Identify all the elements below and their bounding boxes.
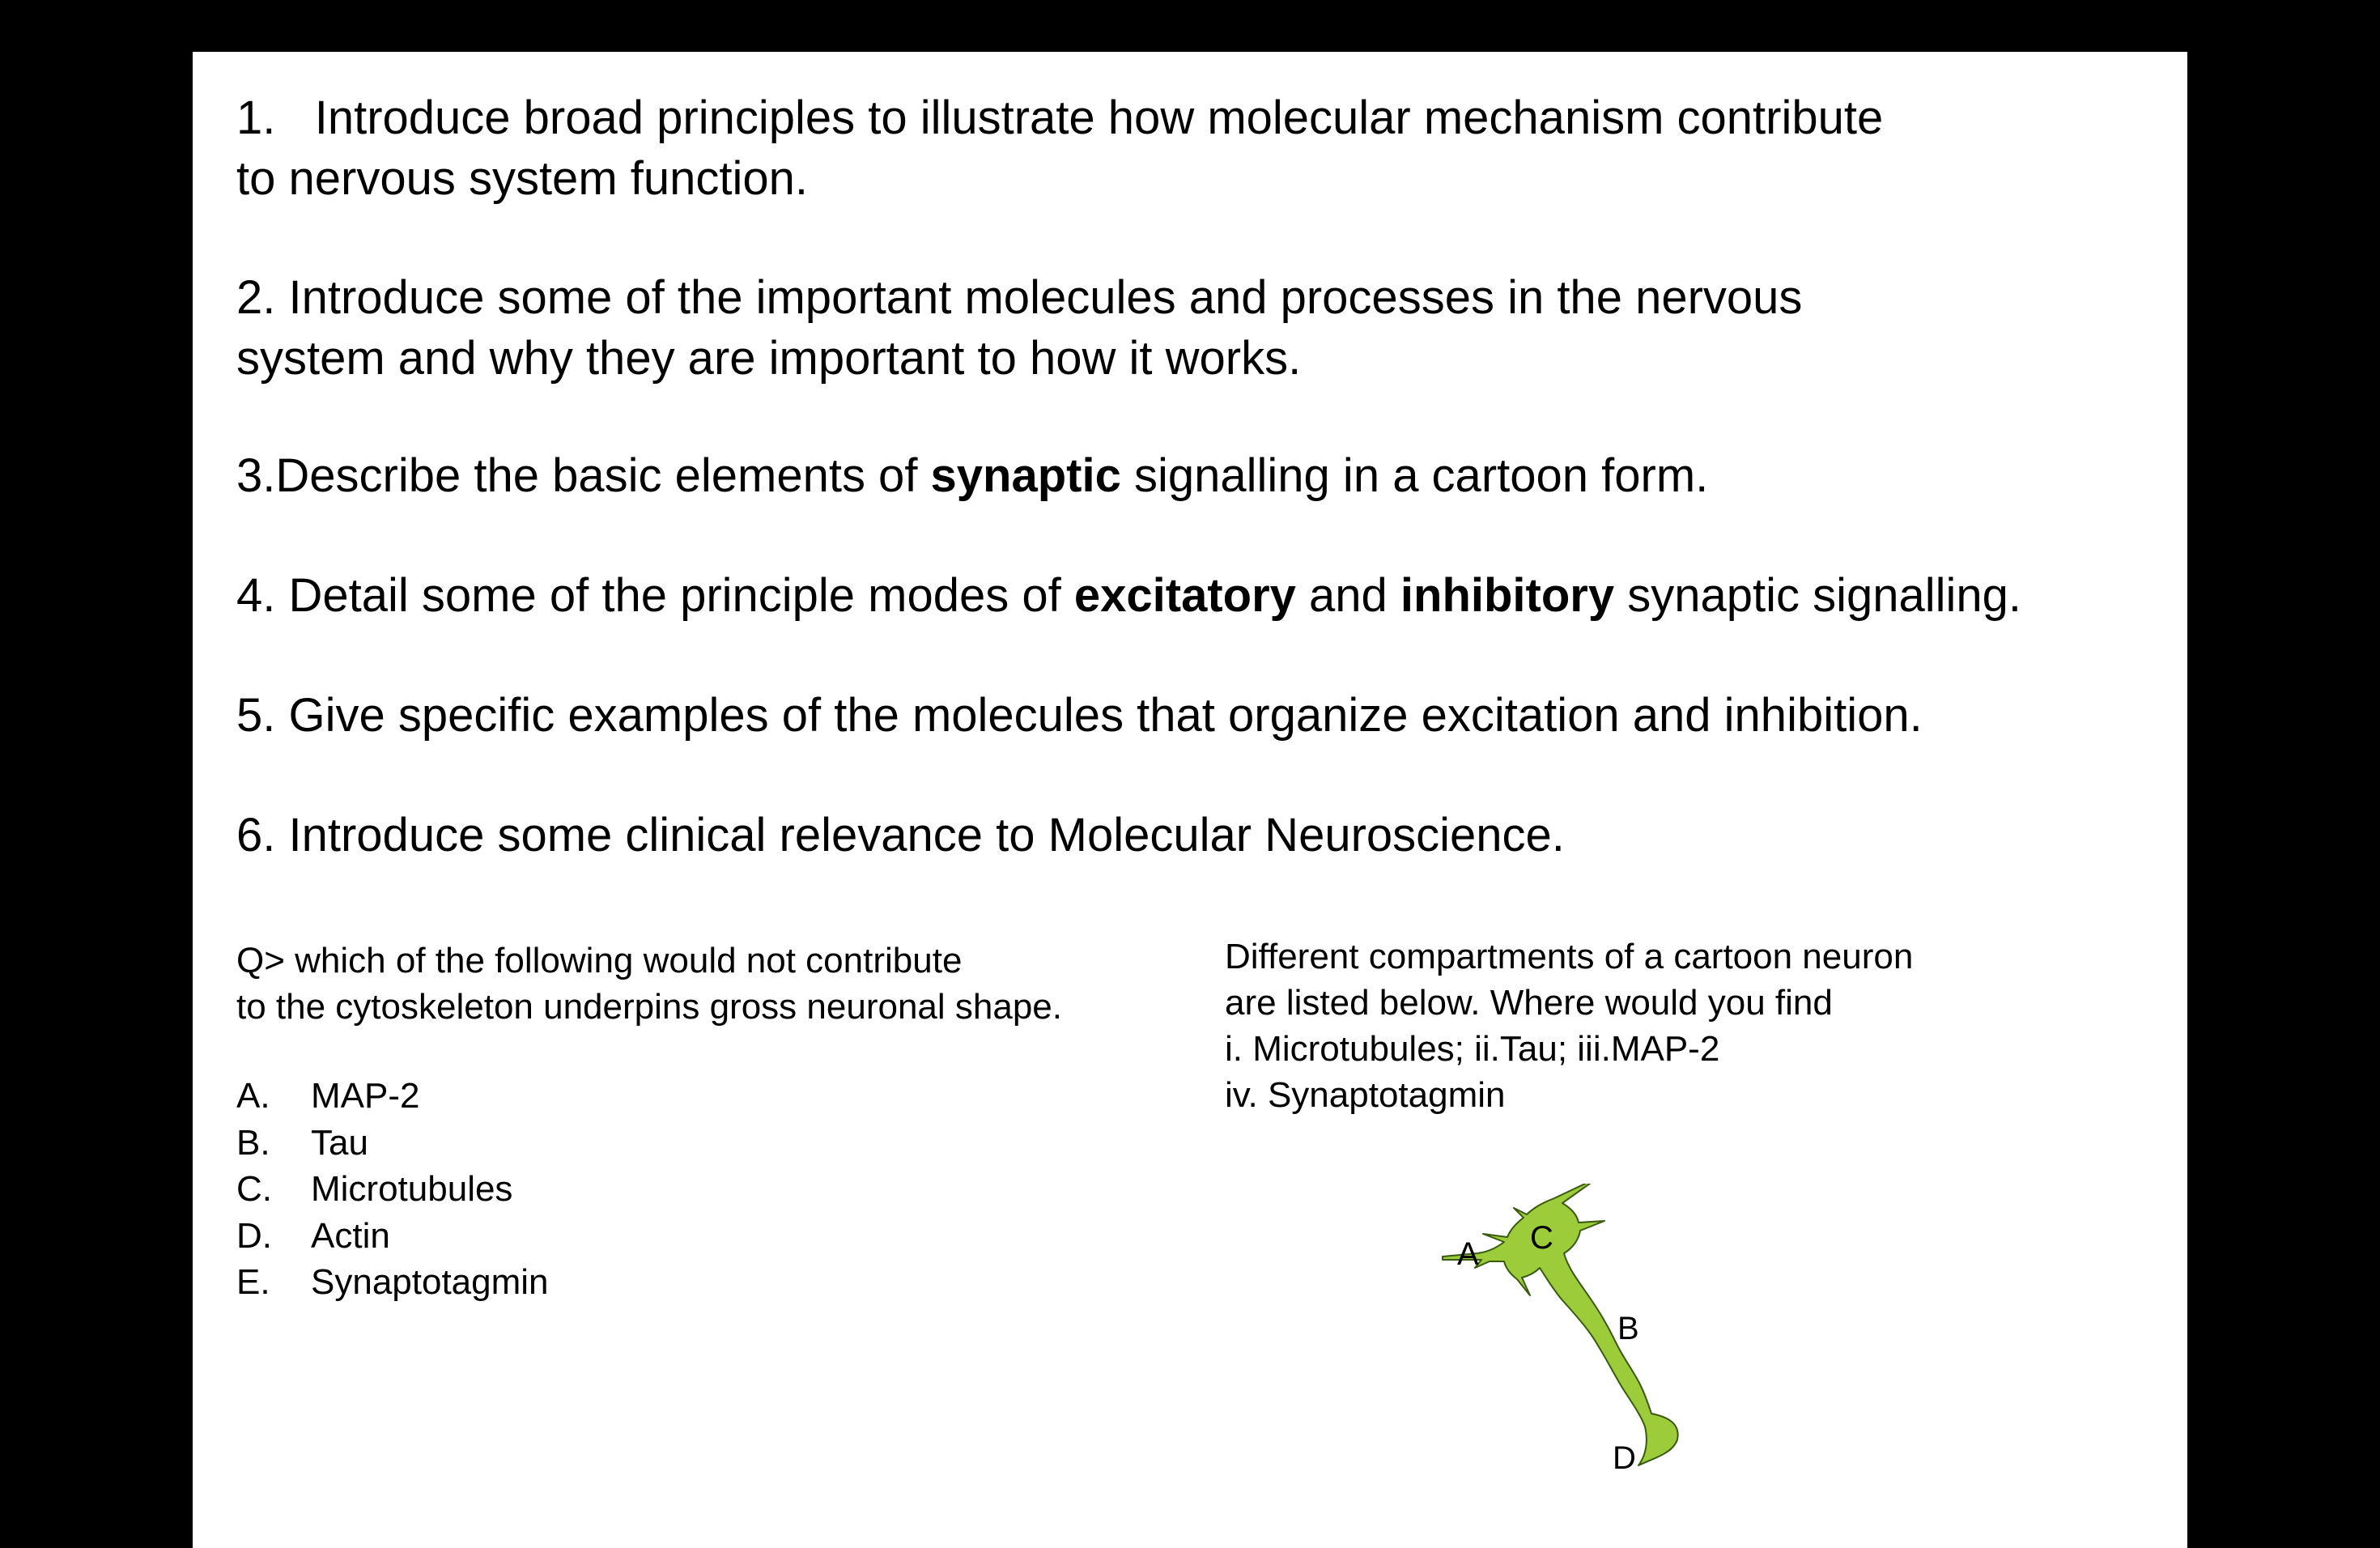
objective-text: Introduce broad principles to illustrate how molecular mechanism contribute bbox=[314, 91, 1884, 144]
answer-options bbox=[236, 1073, 549, 1306]
objective-text: Describe the basic elements of bbox=[275, 449, 931, 502]
question-line: iv. Synaptotagmin bbox=[1225, 1075, 1506, 1115]
objective-text: Introduce some clinical relevance to Molecular Neuroscience. bbox=[288, 809, 1565, 861]
objective-text: Introduce some of the important molecules and processes in the nervous bbox=[288, 271, 1803, 324]
objective-text: and bbox=[1295, 569, 1400, 622]
objective-text: to nervous system function. bbox=[236, 152, 808, 205]
option-letter: E. bbox=[236, 1262, 270, 1302]
question-line: Different compartments of a cartoon neuron bbox=[1225, 937, 1914, 976]
objective-3 bbox=[236, 445, 2163, 506]
question-line: are listed below. Where would you find bbox=[1225, 983, 1833, 1023]
question-line: Q> which of the following would not contribute bbox=[236, 941, 963, 980]
answer-option-a bbox=[236, 1073, 549, 1120]
objective-5 bbox=[236, 685, 2163, 746]
answer-option-e bbox=[236, 1259, 549, 1306]
objective-number: 3. bbox=[236, 449, 276, 502]
question-line: i. Microtubules; ii.Tau; iii.MAP-2 bbox=[1225, 1029, 1720, 1069]
question-2-prompt bbox=[1225, 933, 1913, 1118]
option-letter: D. bbox=[236, 1215, 272, 1256]
objective-text: synaptic signalling. bbox=[1614, 569, 2022, 622]
option-letter: B. bbox=[236, 1122, 270, 1163]
objective-text: Detail some of the principle modes of bbox=[288, 569, 1074, 622]
answer-option-c bbox=[236, 1166, 549, 1213]
objective-6 bbox=[236, 805, 2163, 865]
label-c: C bbox=[1530, 1220, 1553, 1256]
objective-emphasis: inhibitory bbox=[1400, 569, 1615, 622]
option-text: Microtubules bbox=[311, 1169, 513, 1209]
label-a: A bbox=[1457, 1236, 1479, 1272]
objective-text: system and why they are important to how it works. bbox=[236, 332, 1302, 385]
option-letter: C. bbox=[236, 1169, 272, 1209]
option-text: Actin bbox=[311, 1215, 390, 1256]
option-letter: A. bbox=[236, 1076, 270, 1116]
answer-option-d bbox=[236, 1213, 549, 1260]
question-line: to the cytoskeleton underpins gross neuronal shape. bbox=[236, 987, 1062, 1027]
objective-2 bbox=[236, 267, 2163, 389]
label-b: B bbox=[1617, 1311, 1639, 1346]
option-text: Tau bbox=[311, 1122, 368, 1163]
neuron-shape bbox=[1443, 1184, 1678, 1465]
objective-emphasis: excitatory bbox=[1073, 569, 1296, 622]
option-text: MAP-2 bbox=[311, 1076, 420, 1116]
objective-4 bbox=[236, 565, 2163, 626]
objective-emphasis: synaptic bbox=[930, 449, 1121, 502]
objective-text: signalling in a cartoon form. bbox=[1120, 449, 1709, 502]
cartoon-neuron-diagram bbox=[1433, 1184, 1692, 1483]
objective-number: 1. bbox=[236, 91, 276, 144]
objective-number: 5. bbox=[236, 689, 276, 742]
objective-number: 6. bbox=[236, 809, 276, 861]
objective-text: Give specific examples of the molecules that organize excitation and inhibition. bbox=[288, 689, 1923, 742]
objective-number: 4. bbox=[236, 569, 276, 622]
question-1-prompt bbox=[236, 938, 1062, 1030]
label-d: D bbox=[1613, 1440, 1636, 1476]
option-text: Synaptotagmin bbox=[311, 1262, 549, 1302]
objective-1 bbox=[236, 87, 2163, 209]
objective-number: 2. bbox=[236, 271, 276, 324]
answer-option-b bbox=[236, 1120, 549, 1167]
